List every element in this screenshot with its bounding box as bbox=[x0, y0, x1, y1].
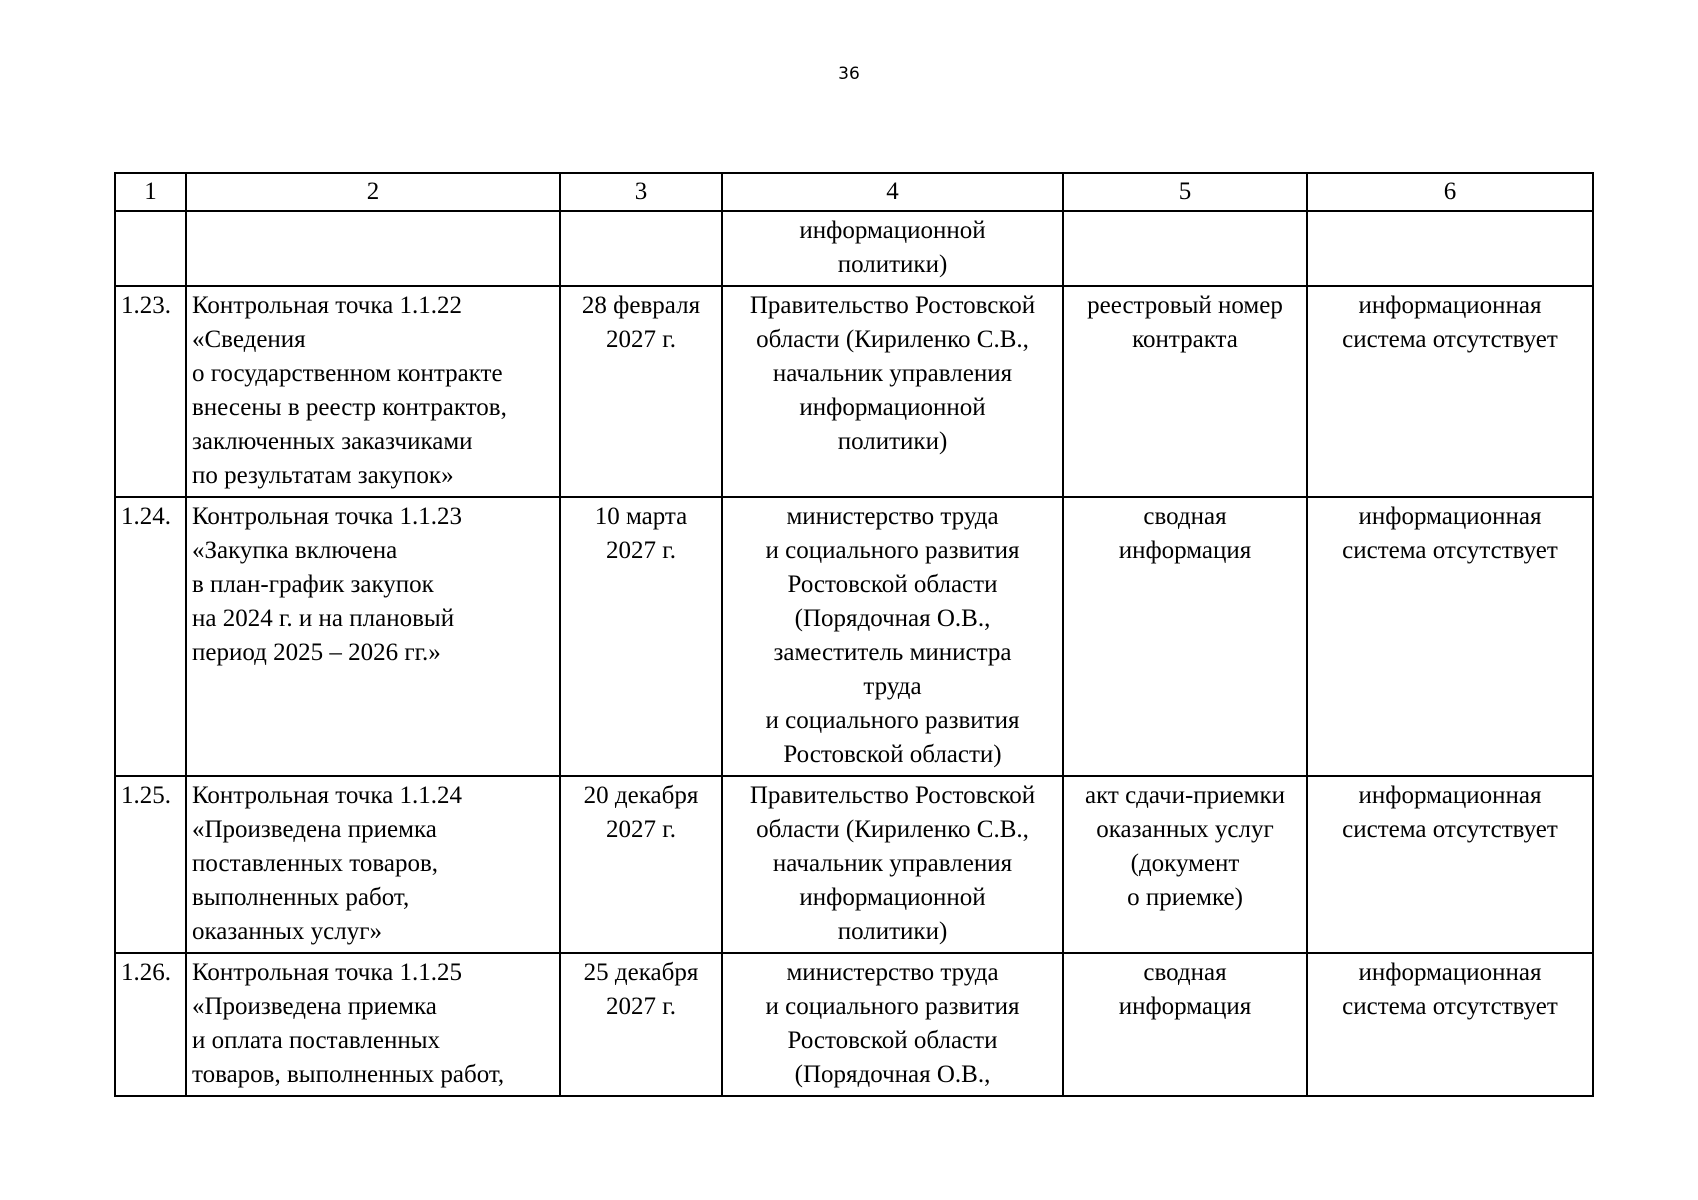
row-number-cell bbox=[115, 211, 186, 286]
deadline: 25 декабря 2027 г. bbox=[583, 959, 699, 1020]
table-row bbox=[115, 776, 1593, 953]
document-cell bbox=[1063, 211, 1307, 286]
control-point-cell bbox=[186, 286, 560, 497]
responsible-executor: министерство труда и социального развития Ростовской области (Порядочная О.В., заместитель министра труда и социального развития Ростовской области) bbox=[765, 503, 1020, 768]
responsible-cell bbox=[722, 286, 1063, 497]
deadline-cell bbox=[560, 497, 722, 776]
document-type: реестровый номер контракта bbox=[1087, 292, 1283, 353]
row-number: 1.24. bbox=[121, 503, 171, 530]
deadline: 10 марта 2027 г. bbox=[594, 503, 688, 564]
page-number: 36 bbox=[838, 64, 860, 84]
table-row bbox=[115, 953, 1593, 1096]
responsible-executor: министерство труда и социального развития Ростовской области (Порядочная О.В., bbox=[765, 959, 1020, 1088]
info-system: информационная система отсутствует bbox=[1342, 292, 1558, 353]
document-cell bbox=[1063, 776, 1307, 953]
document-cell bbox=[1063, 286, 1307, 497]
control-point-name: Контрольная точка 1.1.23 «Закупка включена в план-график закупок на 2024 г. и на плановый период 2025 – 2026 гг.» bbox=[192, 503, 462, 666]
deadline: 20 декабря 2027 г. bbox=[583, 782, 699, 843]
info-system-cell bbox=[1307, 211, 1593, 286]
table-row-continuation bbox=[115, 211, 1593, 286]
responsible-cell bbox=[722, 497, 1063, 776]
control-point-name: Контрольная точка 1.1.25 «Произведена приемка и оплата поставленных товаров, выполненных работ, bbox=[192, 959, 505, 1088]
row-number: 1.25. bbox=[121, 782, 171, 809]
responsible-cell bbox=[722, 953, 1063, 1096]
responsible-cell bbox=[722, 776, 1063, 953]
control-point-cell bbox=[186, 211, 560, 286]
column-number-3: 3 bbox=[560, 173, 722, 211]
control-points-table bbox=[114, 172, 1594, 1097]
responsible-executor: информационной политики) bbox=[799, 217, 986, 278]
table-header-row bbox=[115, 173, 1593, 211]
deadline-cell bbox=[560, 953, 722, 1096]
deadline-cell bbox=[560, 286, 722, 497]
document-cell bbox=[1063, 497, 1307, 776]
column-number-1: 1 bbox=[115, 173, 186, 211]
row-number-cell bbox=[115, 497, 186, 776]
deadline: 28 февраля 2027 г. bbox=[581, 292, 701, 353]
info-system: информационная система отсутствует bbox=[1342, 503, 1558, 564]
info-system-cell bbox=[1307, 497, 1593, 776]
row-number-cell bbox=[115, 953, 186, 1096]
row-number: 1.26. bbox=[121, 959, 171, 986]
responsible-executor: Правительство Ростовской области (Кириленко С.В., начальник управления информационной политики) bbox=[749, 292, 1036, 455]
info-system-cell bbox=[1307, 953, 1593, 1096]
document-cell bbox=[1063, 953, 1307, 1096]
responsible-executor: Правительство Ростовской области (Кириленко С.В., начальник управления информационной политики) bbox=[749, 782, 1036, 945]
responsible-cell bbox=[722, 211, 1063, 286]
control-point-cell bbox=[186, 497, 560, 776]
info-system-cell bbox=[1307, 286, 1593, 497]
info-system: информационная система отсутствует bbox=[1342, 959, 1558, 1020]
row-number-cell bbox=[115, 776, 186, 953]
column-number-2: 2 bbox=[186, 173, 560, 211]
control-point-cell bbox=[186, 776, 560, 953]
deadline-cell bbox=[560, 211, 722, 286]
column-number-6: 6 bbox=[1307, 173, 1593, 211]
document-type: акт сдачи-приемки оказанных услуг (документ о приемке) bbox=[1085, 782, 1285, 911]
row-number-cell bbox=[115, 286, 186, 497]
document-type: сводная информация bbox=[1118, 959, 1252, 1020]
column-number-4: 4 bbox=[722, 173, 1063, 211]
column-number-5: 5 bbox=[1063, 173, 1307, 211]
control-point-name: Контрольная точка 1.1.24 «Произведена приемка поставленных товаров, выполненных работ, оказанных услуг» bbox=[192, 782, 462, 945]
table-row bbox=[115, 497, 1593, 776]
table-row bbox=[115, 286, 1593, 497]
row-number: 1.23. bbox=[121, 292, 171, 319]
control-point-cell bbox=[186, 953, 560, 1096]
info-system-cell bbox=[1307, 776, 1593, 953]
document-type: сводная информация bbox=[1118, 503, 1252, 564]
info-system: информационная система отсутствует bbox=[1342, 782, 1558, 843]
deadline-cell bbox=[560, 776, 722, 953]
control-point-name: Контрольная точка 1.1.22 «Сведения о государственном контракте внесены в реестр контрактов, заключенных заказчиками по результатам закупок» bbox=[192, 292, 507, 489]
